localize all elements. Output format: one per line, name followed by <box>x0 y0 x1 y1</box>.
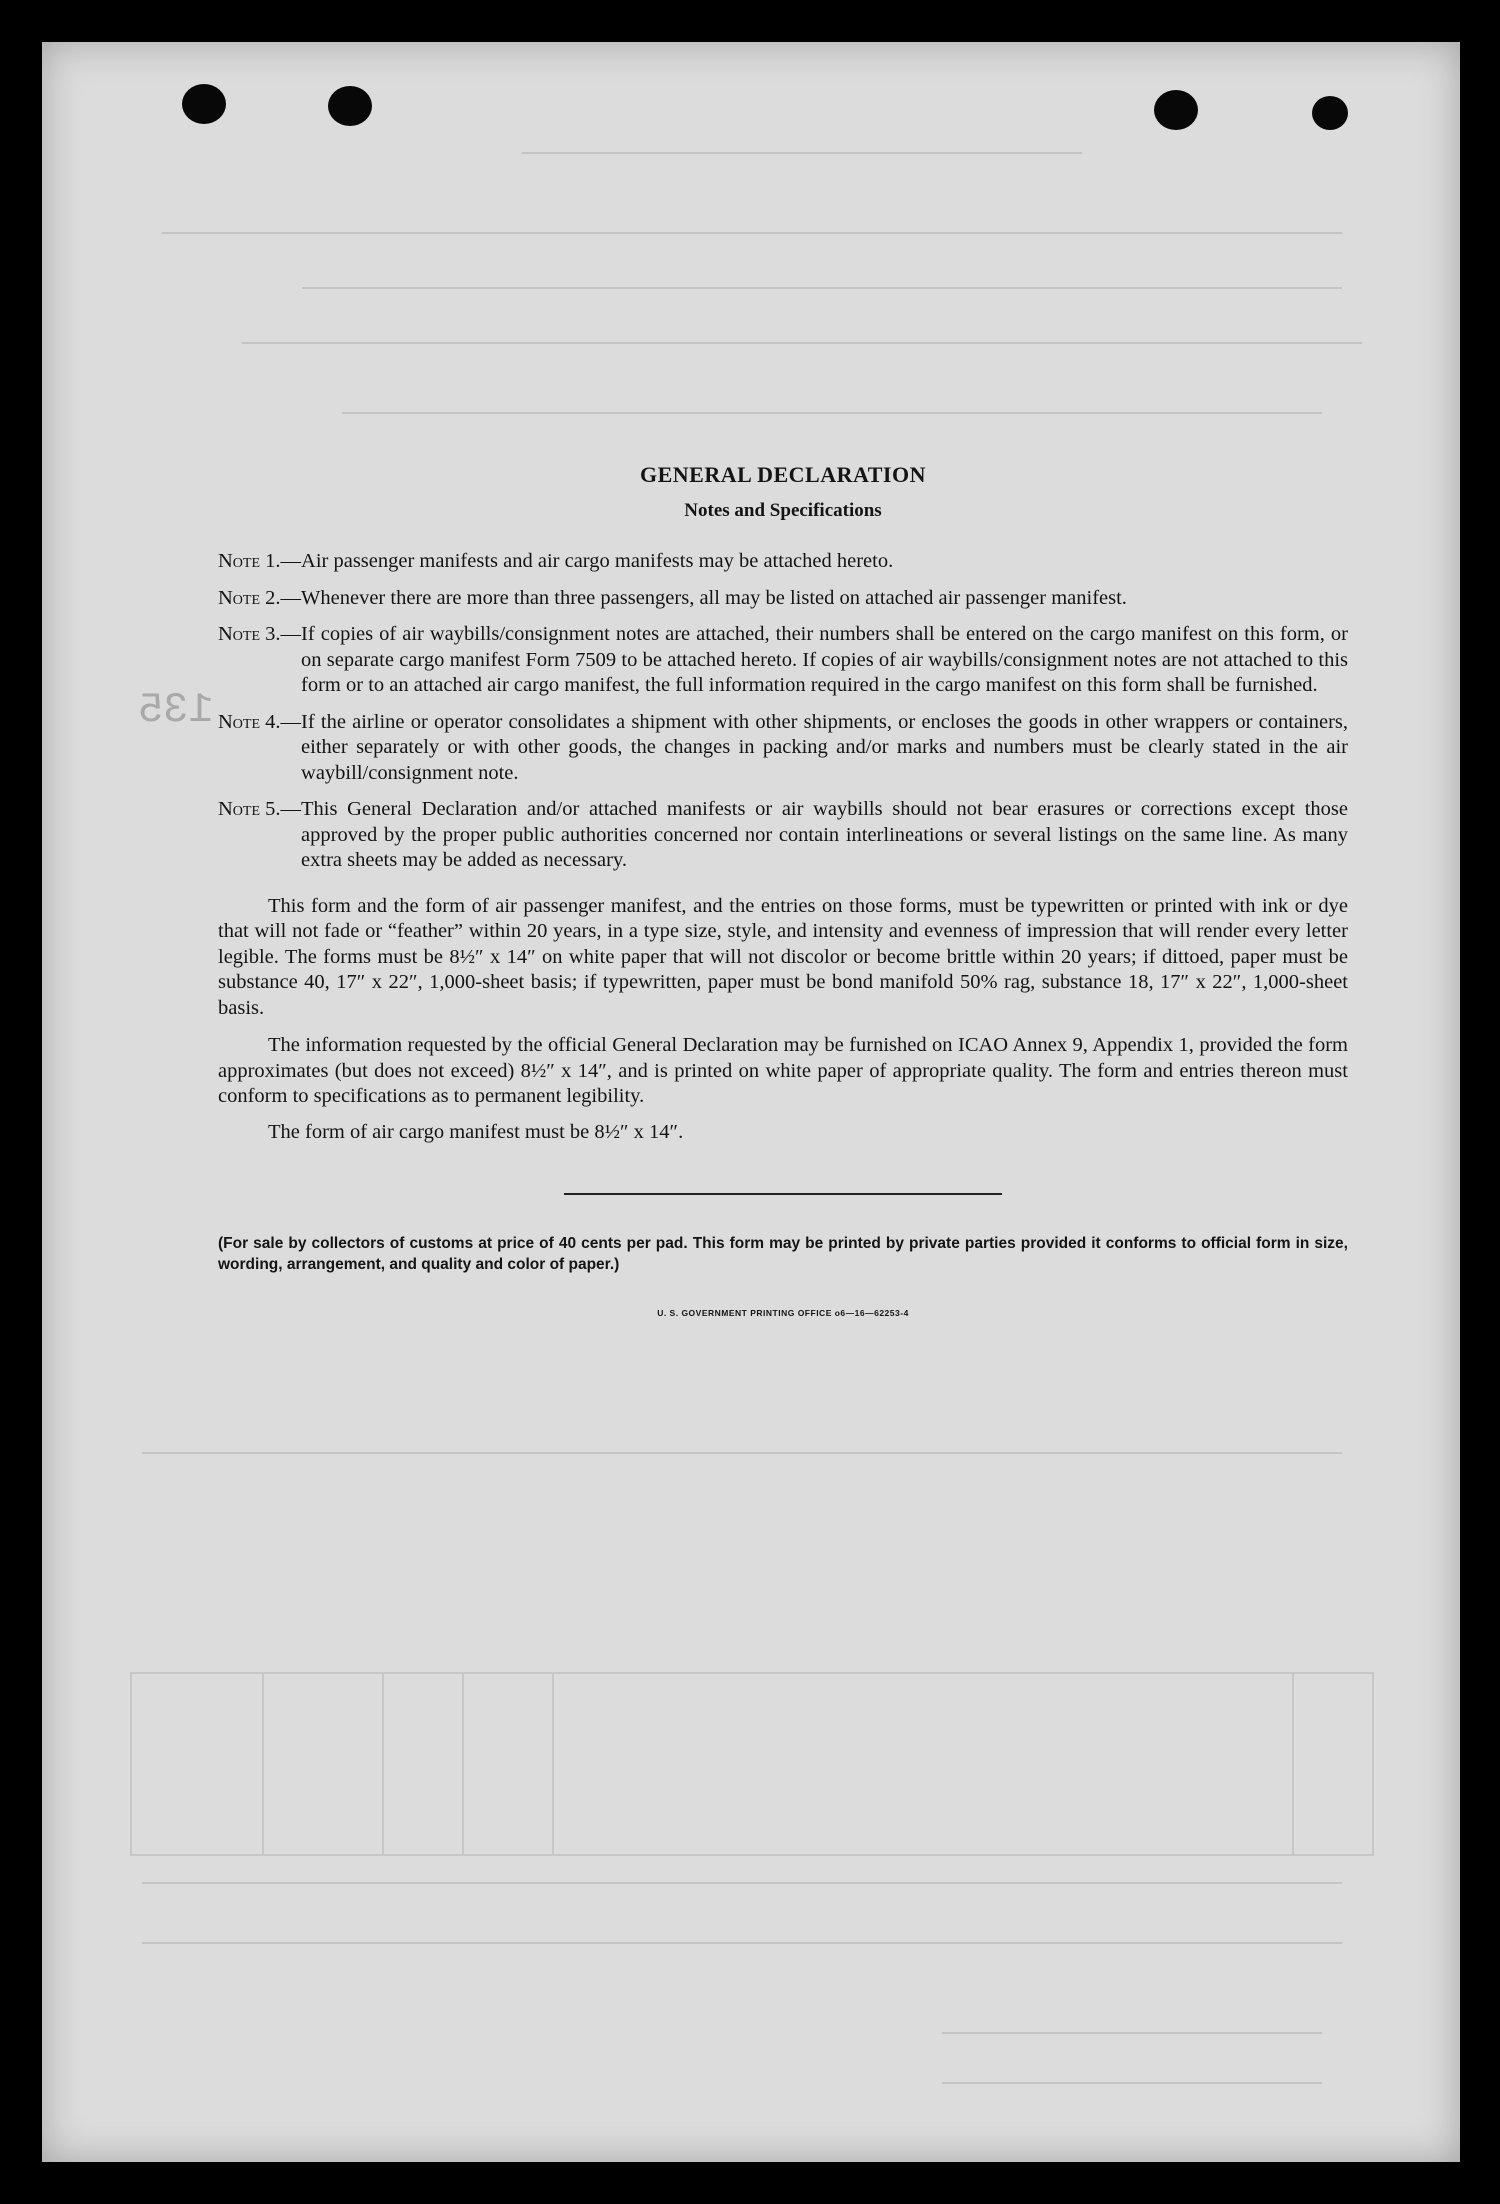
note-2 <box>218 586 1348 612</box>
bleed-through-line <box>142 1942 1342 1944</box>
note-label: Note 1.— <box>218 550 302 572</box>
note-label: Note 2.— <box>218 586 302 609</box>
bleed-through-line <box>942 2082 1322 2084</box>
bleed-through-line <box>262 1674 264 1854</box>
bleed-through-line <box>162 232 1342 234</box>
note-label: Note 5.— <box>218 798 302 820</box>
page-title: GENERAL DECLARATION <box>640 462 926 487</box>
paragraph-form-requirements: This form and the form of air passenger manifest, and the entries on those forms, must be typewritten or printed with ink or dye that will not fade or “feather” within 20 years, in a type size, style, and intensity and evenness of impression that will render every letter legible. The forms must be 8½″ x 14″ on white paper that will not discolor or become brittle within 20 years; if dittoed, paper must be substance 40, 17″ x 22″, 1,000-sheet basis; if typewritten, paper must be bond manifold 50% rag, substance 18, 17″ x 22″, 1,000-sheet basis. <box>218 894 1348 1019</box>
note-label: Note 4.— <box>218 710 302 733</box>
punch-hole <box>1154 90 1198 130</box>
bleed-through-line <box>462 1674 464 1854</box>
bleed-through-number: 135 <box>138 686 214 734</box>
sale-notice: (For sale by collectors of customs at price of 40 cents per pad. This form may be printed by private parties provided it conforms to official form in size, wording, arrangement, and quality and color of paper.) <box>218 1235 1348 1273</box>
bleed-through-line <box>942 2032 1322 2034</box>
note-text: Whenever there are more than three passengers, all may be listed on attached air passenger manifest. <box>301 586 1127 609</box>
divider-rule <box>564 1193 1002 1195</box>
notes-and-specifications <box>218 462 1348 1327</box>
note-5 <box>218 797 1348 874</box>
page-subtitle: Notes and Specifications <box>684 499 882 521</box>
document-page <box>42 42 1460 2162</box>
bleed-through-line <box>142 1882 1342 1884</box>
bleed-through-line <box>302 287 1342 289</box>
bleed-through-line <box>382 1674 384 1854</box>
paragraph-icao-annex: The information requested by the official General Declaration may be furnished on ICAO Annex 9, Appendix 1, provided the form approximates (but does not exceed) 8½″ x 14″, and is printed on white paper of appropriate quality. The form and entries thereon must conform to specifications as to permanent legibility. <box>218 1034 1348 1107</box>
punch-hole <box>1312 96 1348 130</box>
punch-hole <box>182 84 226 124</box>
note-text: This General Declaration and/or attached manifests or air waybills should not bear erasures or corrections except those approved by the proper public authorities concerned nor contain interlineations or several listings on the same line. As many extra sheets may be added as necessary. <box>301 798 1348 871</box>
note-label: Note 3.— <box>218 623 302 645</box>
bleed-through-line <box>342 412 1322 414</box>
note-text: If the airline or operator consolidates a shipment with other shipments, or encloses the goods in other wrappers or containers, either separately or with other goods, the changes in packing and/or marks and numbers must be clearly stated in the air waybill/consignment note. <box>301 710 1348 784</box>
note-4 <box>218 710 1348 787</box>
printing-office-imprint: U. S. GOVERNMENT PRINTING OFFICE o6—16—62253-4 <box>657 1308 909 1318</box>
paragraph-cargo-manifest-size: The form of air cargo manifest must be 8½″ x 14″. <box>268 1120 684 1143</box>
bleed-through-line <box>1292 1674 1294 1854</box>
bleed-through-table <box>130 1672 1374 1856</box>
bleed-through-line <box>142 1452 1342 1454</box>
note-text: If copies of air waybills/consignment notes are attached, their numbers shall be entered on the cargo manifest on this form, or on separate cargo manifest Form 7509 to be attached hereto. If copies of air waybills/consignment notes are not attached to this form or to an attached air cargo manifest, the full information required in the cargo manifest on this form shall be furnished. <box>301 623 1348 696</box>
bleed-through-line <box>242 342 1362 344</box>
punch-hole <box>328 86 372 126</box>
note-text: Air passenger manifests and air cargo manifests may be attached hereto. <box>301 550 894 572</box>
note-1 <box>218 549 1348 575</box>
bleed-through-line <box>552 1674 554 1854</box>
bleed-through-line <box>522 152 1082 154</box>
note-3 <box>218 622 1348 699</box>
